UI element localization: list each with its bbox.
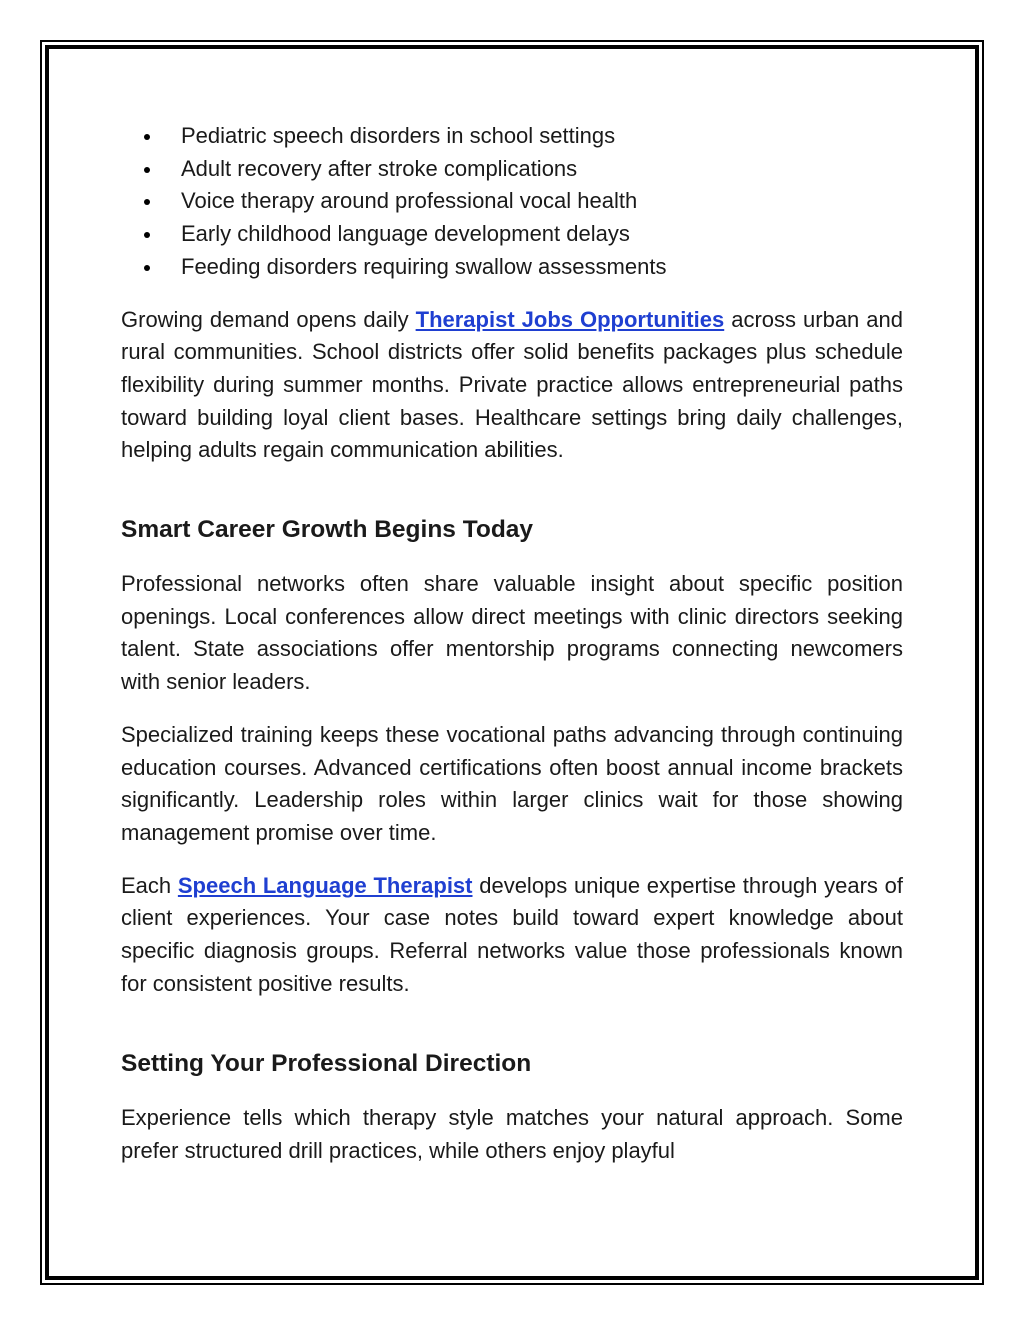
bullet-icon (144, 232, 150, 238)
bullet-list (121, 120, 903, 284)
paragraph-therapist-demand: Growing demand opens daily Therapist Jobs Opportunities across urban and rural communities. School districts offer solid benefits packages plus schedule flexibility during summer months. Private practice allows entrepreneurial paths toward building loyal client bases. Healthcare settings bring daily challenges, helping adults regain communication abilities. (121, 306, 903, 463)
list-item: Voice therapy around professional vocal health (121, 185, 903, 218)
list-item: Feeding disorders requiring swallow assessments (121, 251, 903, 284)
list-item: Pediatric speech disorders in school settings (121, 120, 903, 153)
bullet-icon (144, 167, 150, 173)
bullet-icon (144, 134, 150, 140)
paragraph-speech-therapist: Each Speech Language Therapist develops unique expertise through years of client experiences. Your case notes build toward expert knowledge about specific diagnosis groups. Referral networks value those professionals known for consistent positive results. (121, 872, 903, 996)
speech-language-therapist-link[interactable]: Speech Language Therapist (177, 872, 473, 898)
paragraph-experience: Experience tells which therapy style matches your natural approach. Some prefer structured drill practices, while others enjoy playful (121, 1105, 903, 1164)
bullet-icon (144, 265, 150, 271)
section-heading-professional-direction: Setting Your Professional Direction (121, 1050, 532, 1078)
list-item: Adult recovery after stroke complications (121, 153, 903, 186)
paragraph-professional-networks: Professional networks often share valuable insight about specific position openings. Local conferences allow direct meetings with clinic directors seeking talent. State associations offer mentorship programs connecting newcomers with senior leaders. (121, 571, 903, 695)
document-body (121, 120, 903, 1168)
paragraph-specialized-training: Specialized training keeps these vocational paths advancing through continuing education courses. Advanced certifications often boost annual income brackets significantly. Leadership roles within larger clinics wait for those showing management promise over time. (121, 721, 903, 845)
bullet-icon (144, 199, 150, 205)
section-heading-career-growth: Smart Career Growth Begins Today (121, 516, 534, 544)
list-item: Early childhood language development delays (121, 218, 903, 251)
therapist-jobs-link[interactable]: Therapist Jobs Opportunities (415, 306, 725, 332)
